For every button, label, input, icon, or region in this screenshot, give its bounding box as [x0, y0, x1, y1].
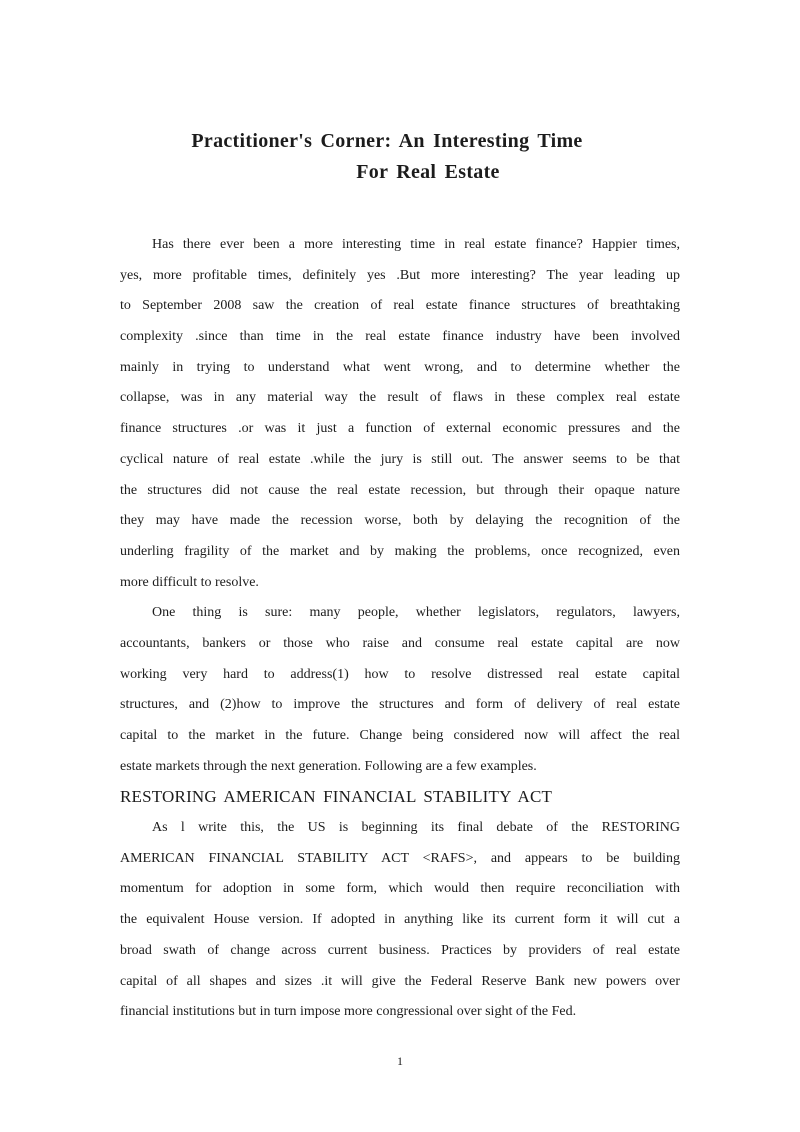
- text-line: estate markets through the next generation. Following are a few examples.: [120, 758, 537, 774]
- text-line: cyclical nature of real estate .while the jury is still out. The answer seems to be that: [120, 451, 680, 467]
- text-line: finance structures .or was it just a function of external economic pressures and the: [120, 421, 680, 437]
- text-line: they may have made the recession worse, both by delaying the recognition of the: [120, 513, 680, 529]
- text-line: collapse, was in any material way the result of flaws in these complex real estate: [120, 390, 680, 406]
- text-line: the equivalent House version. If adopted in anything like its current form it will cut a: [120, 912, 680, 928]
- text-line: structures, and (2)how to improve the structures and form of delivery of real estate: [120, 697, 680, 713]
- text-line: financial institutions but in turn impose more congressional over sight of the Fed.: [120, 1004, 577, 1020]
- title-line-1: Practitioner's Corner: An Interesting Time: [191, 130, 583, 152]
- text-line: AMERICAN FINANCIAL STABILITY ACT <RAFS>, and appears to be building: [120, 850, 680, 866]
- text-line: One thing is sure: many people, whether legislators, regulators, lawyers,: [152, 605, 680, 621]
- text-line: capital to the market in the future. Change being considered now will affect the real: [120, 728, 680, 743]
- text-line: As l write this, the US is beginning its final debate of the RESTORING: [152, 820, 680, 836]
- text-line: yes, more profitable times, definitely yes .But more interesting? The year leading up: [120, 267, 680, 283]
- text-line: broad swath of change across current business. Practices by providers of real estate: [120, 942, 680, 958]
- title-line-2: For Real Estate: [356, 161, 500, 183]
- text-line: Has there ever been a more interesting time in real estate finance? Happier times,: [152, 237, 680, 252]
- paragraph-3: [120, 813, 680, 1028]
- text-line: more difficult to resolve.: [120, 574, 259, 590]
- text-line: mainly in trying to understand what went wrong, and to determine whether the: [120, 359, 680, 375]
- text-line: complexity .since than time in the real estate finance industry have been involved: [120, 329, 680, 345]
- text-line: capital of all shapes and sizes .it will give the Federal Reserve Bank new powers over: [120, 973, 680, 989]
- text-line: underling fragility of the market and by making the problems, once recognized, even: [120, 543, 680, 559]
- text-line: to September 2008 saw the creation of real estate finance structures of breathtaking: [120, 298, 680, 314]
- text-line: the structures did not cause the real estate recession, but through their opaque nature: [120, 482, 680, 498]
- section-heading: RESTORING AMERICAN FINANCIAL STABILITY ACT: [120, 787, 553, 807]
- page-number: 1: [397, 1054, 403, 1068]
- document-title: [120, 126, 680, 188]
- text-line: momentum for adoption in some form, which would then require reconciliation with: [120, 881, 680, 897]
- paragraph-2: [120, 598, 680, 782]
- text-line: working very hard to address(1) how to resolve distressed real estate capital: [120, 666, 680, 682]
- paragraph-1: [120, 230, 680, 598]
- text-line: accountants, bankers or those who raise and consume real estate capital are now: [120, 635, 680, 651]
